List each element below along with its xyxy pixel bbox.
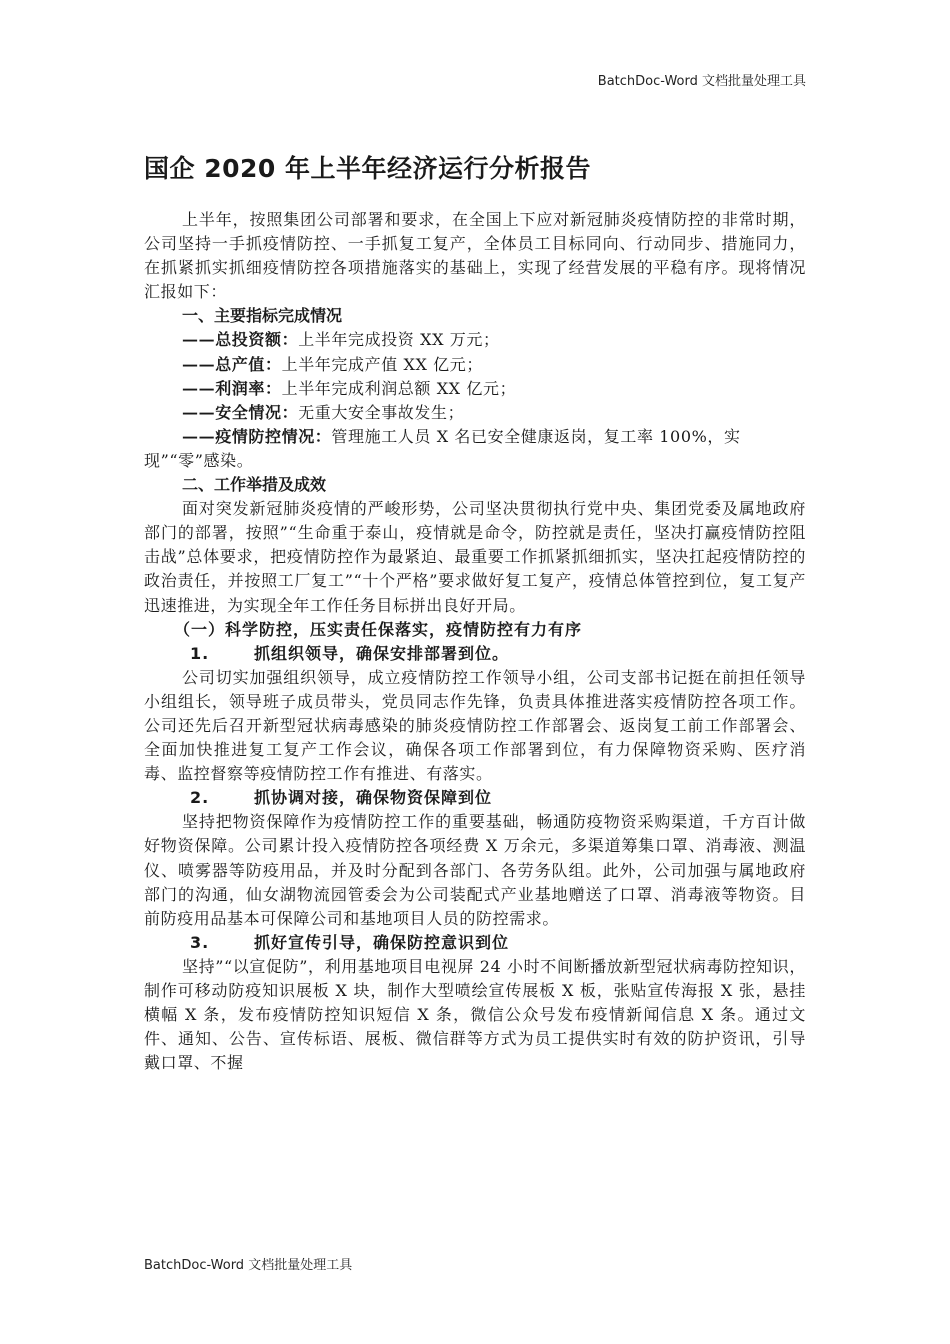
point-3-text: 坚持”“以宣促防”，利用基地项目电视屏 24 小时不间断播放新型冠状病毒防控知识，制作可移动防疫知识展板 X 块，制作大型喷绘宣传展板 X 板，张贴宣传海报 X 张，悬挂横幅 X 条，发布疫情防控知识短信 X 条，微信公众号发布疫情新闻信息 X 条。通过文件、通知、公告、宣传标语、展板、微信群等方式为员工提供实时有效的防护资讯，引导戴口罩、不握 xyxy=(144,956,806,1073)
point-1-heading xyxy=(144,642,806,666)
indicator-output xyxy=(144,353,806,377)
point-number: 1. xyxy=(190,643,210,663)
indicator-text: 上半年完成利润总额 XX 亿元； xyxy=(281,378,517,398)
indicator-text: 管理施工人员 X 名已安全健康返岗，复工率 100%，实现”“零”感染。 xyxy=(144,426,741,470)
section-2-heading: 二、工作举措及成效 xyxy=(182,475,327,495)
point-2-text: 坚持把物资保障作为疫情防控工作的重要基础，畅通防疫物资采购渠道，千方百计做好物资保障。公司累计投入疫情防控各项经费 X 万余元，多渠道筹集口罩、消毒液、测温仪、喷雾器等防疫用品，并及时分配到各部门、各劳务队组。此外，公司加强与属地政府部门的沟通，仙女湖物流园管委会为公司装配式产业基地赠送了口罩、消毒液等物资。目前防疫用品基本可保障公司和基地项目人员的防控需求。 xyxy=(144,812,806,928)
indicator-label: ——总产值： xyxy=(182,354,282,374)
point-1-text: 公司切实加强组织领导，成立疫情防控工作领导小组，公司支部书记挺在前担任领导小组组长，领导班子成员带头，党员同志作先锋，负责具体推进落实疫情防控各项工作。公司还先后召开新型冠状病毒感染的肺炎疫情防控工作部署会、返岗复工前工作部署会、全面加快推进复工复产工作会议，确保各项工作部署到位，有力保障物资采购、医疗消毒、监控督察等疫情防控工作有推进、有落实。 xyxy=(144,667,806,784)
indicator-text: 上半年完成产值 XX 亿元； xyxy=(281,354,483,374)
section-2-intro: 面对突发新冠肺炎疫情的严峻形势，公司坚决贯彻执行党中央、集团党委及属地政府部门的部署，按照”“生命重于泰山，疫情就是命令，防控就是责任，坚决打赢疫情防控阻击战”总体要求，把疫情防控作为最紧迫、最重要工作抓紧抓细抓实，坚决扛起疫情防控的政治责任，并按照工厂复工”“十个严格”要求做好复工复产，疫情总体管控到位，复工复产迅速推进，为实现全年工作任务目标拼出良好开局。 xyxy=(144,499,806,615)
indicator-text: 上半年完成投资 XX 万元； xyxy=(298,330,500,350)
indicator-safety xyxy=(144,401,806,425)
point-heading-text: 抓协调对接，确保物资保障到位 xyxy=(254,788,493,808)
point-3-heading xyxy=(144,931,806,955)
indicator-label: ——安全情况： xyxy=(182,402,299,422)
indicator-profit xyxy=(144,377,806,401)
point-2-heading xyxy=(144,786,806,810)
page-footer: BatchDoc-Word 文档批量处理工具 xyxy=(144,1258,353,1273)
subsection-1-heading: （一）科学防控，压实责任保落实，疫情防控有力有序 xyxy=(174,619,583,639)
point-number: 2. xyxy=(190,788,210,808)
indicator-label: ——总投资额： xyxy=(182,330,299,350)
intro-paragraph: 上半年，按照集团公司部署和要求，在全国上下应对新冠肺炎疫情防控的非常时期，公司坚持一手抓疫情防控、一手抓复工复产，全体员工目标同向、行动同步、措施同力，在抓紧抓实抓细疫情防控各项措施落实的基础上，实现了经营发展的平稳有序。现将情况汇报如下： xyxy=(144,210,806,302)
section-1-heading: 一、主要指标完成情况 xyxy=(182,306,343,326)
point-heading-text: 抓好宣传引导，确保防控意识到位 xyxy=(254,932,510,952)
indicator-epidemic xyxy=(144,425,806,473)
indicator-label: ——疫情防控情况： xyxy=(182,426,332,446)
point-number: 3. xyxy=(190,932,210,952)
page-header: BatchDoc-Word 文档批量处理工具 xyxy=(597,74,806,89)
indicator-label: ——利润率： xyxy=(182,378,282,398)
point-heading-text: 抓组织领导，确保安排部署到位。 xyxy=(254,643,510,663)
document-title: 国企 2020 年上半年经济运行分析报告 xyxy=(144,154,591,183)
indicator-investment xyxy=(144,328,806,352)
indicator-text: 无重大安全事故发生； xyxy=(298,402,465,422)
document-body xyxy=(144,152,806,1075)
